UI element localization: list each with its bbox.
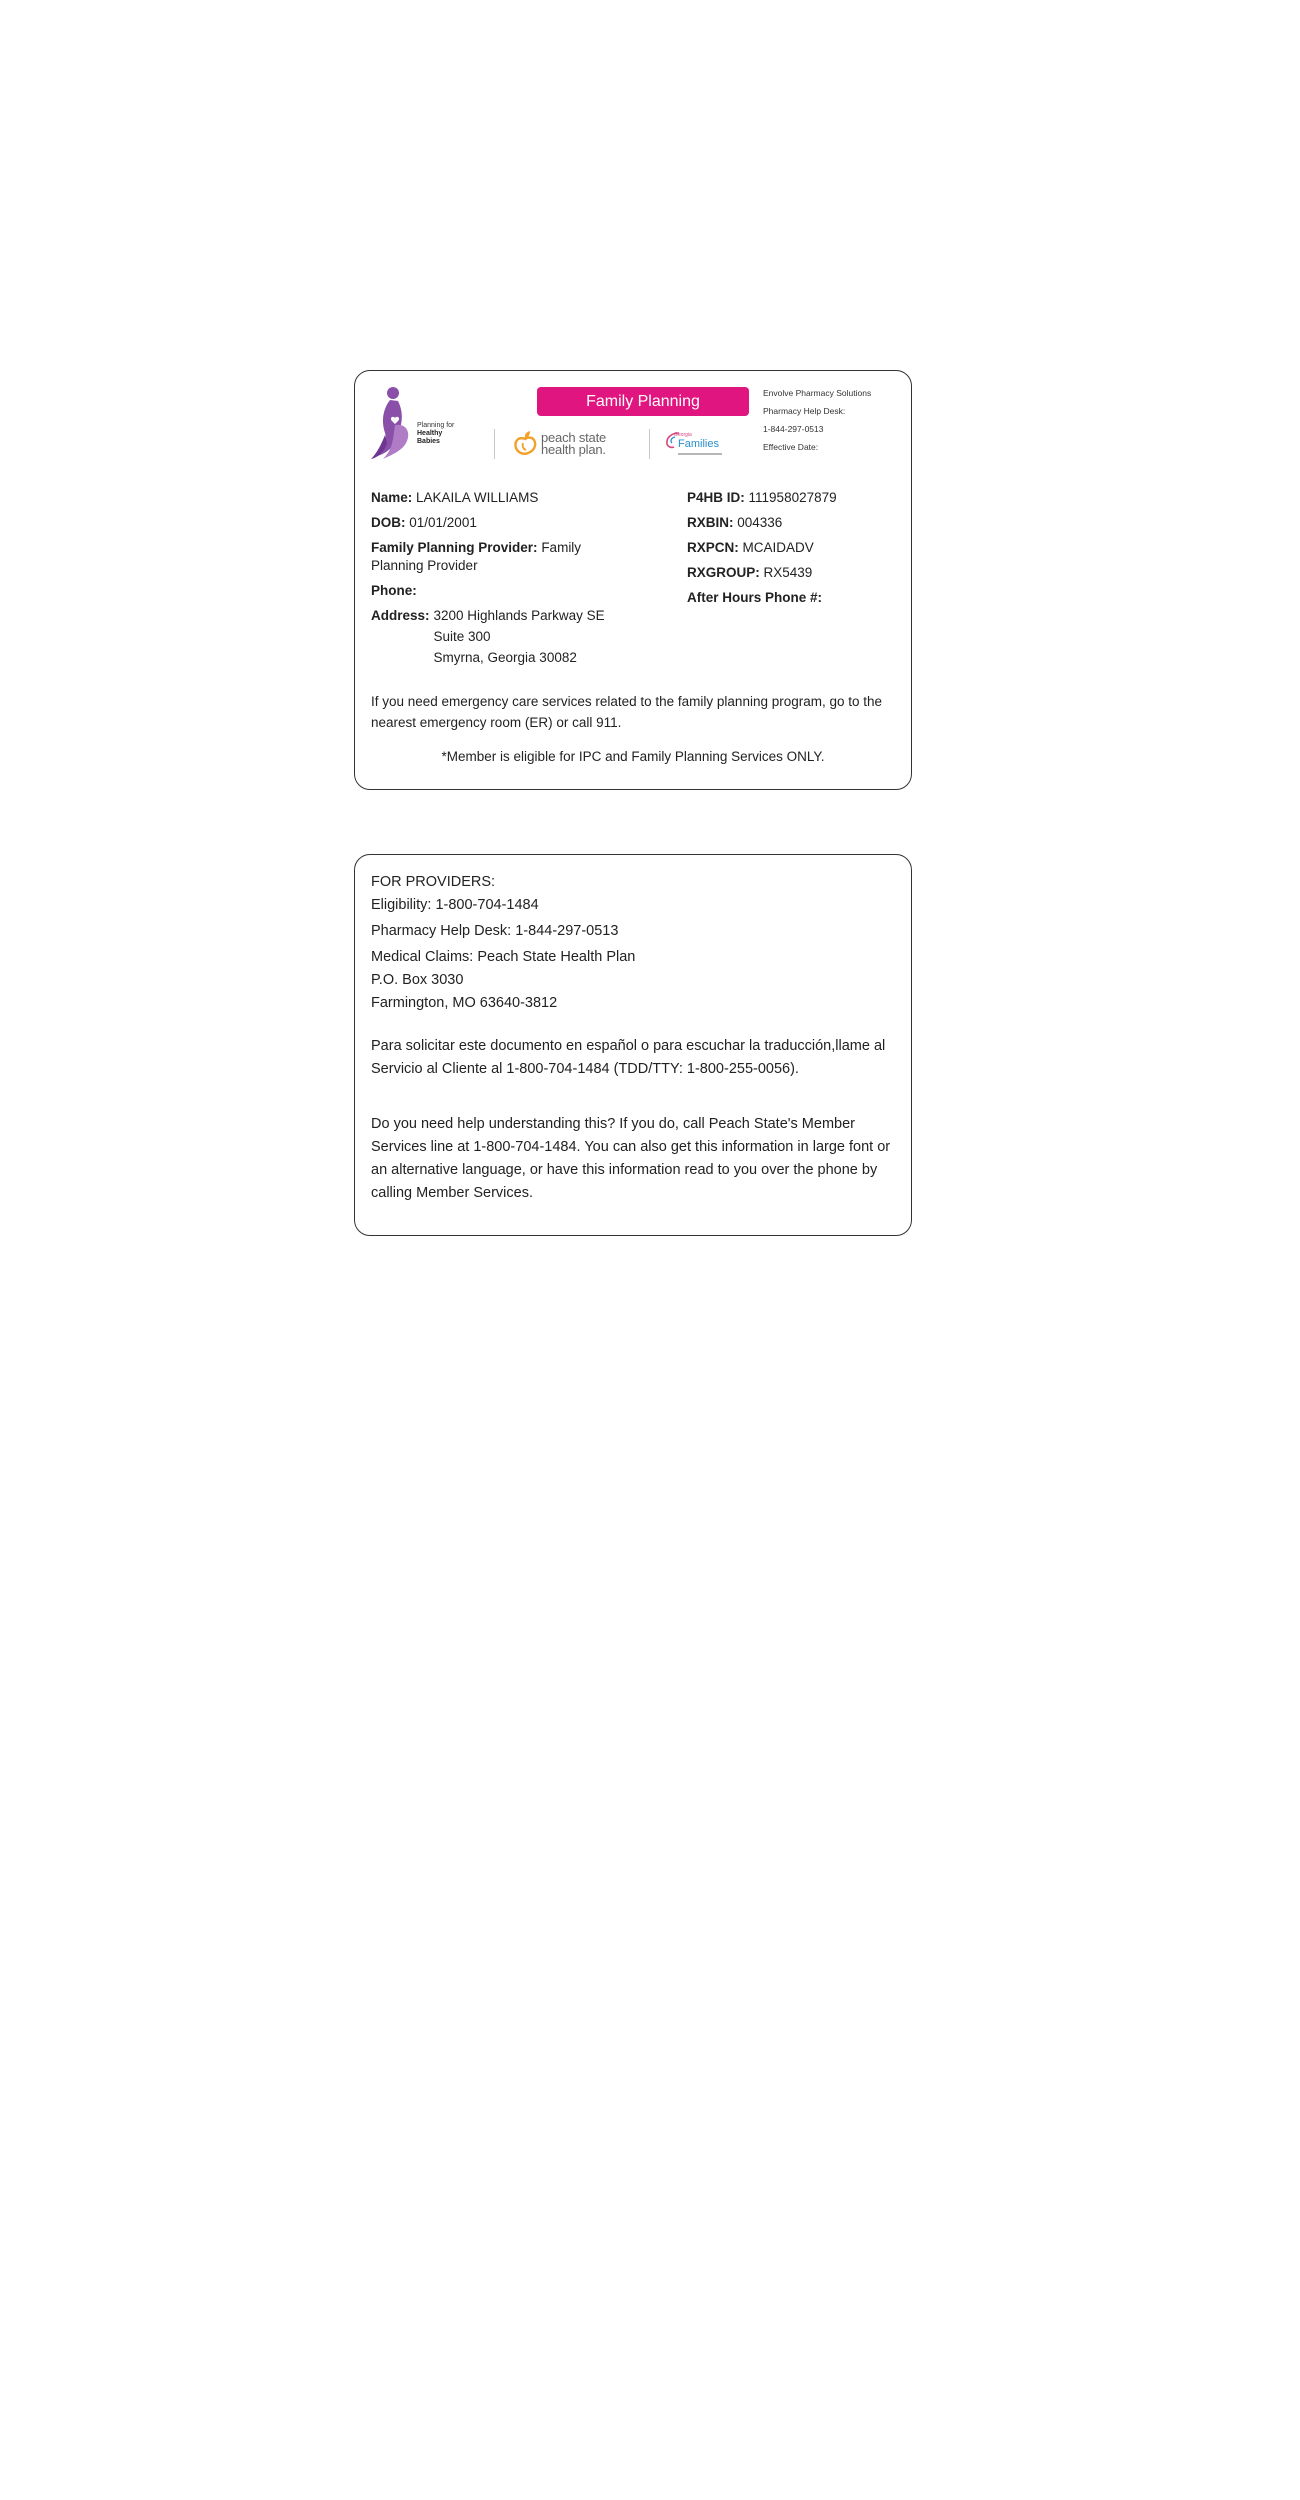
rxbin-label: RXBIN: xyxy=(687,515,734,530)
families-logo-main: Families xyxy=(678,438,719,450)
member-fields xyxy=(371,489,626,668)
address-line2: Suite 300 xyxy=(433,629,491,644)
pharmacy-info xyxy=(763,387,903,453)
rxpcn-row xyxy=(687,539,907,557)
medical-claims-line: Medical Claims: Peach State Health Plan xyxy=(371,949,636,965)
after-hours-label: After Hours Phone #: xyxy=(687,590,823,605)
pharmacy-help-label: Pharmacy Help Desk: xyxy=(763,406,846,416)
dob-row xyxy=(371,514,626,532)
planning-for-healthy-babies-logo xyxy=(371,385,461,461)
city-line: Farmington, MO 63640-3812 xyxy=(371,995,558,1011)
id-card-back xyxy=(354,854,912,1236)
name-value: LAKAILA WILLIAMS xyxy=(416,490,539,505)
eligibility-line: Eligibility: 1-800-704-1484 xyxy=(371,897,539,913)
provider-info xyxy=(371,871,899,1205)
p4hb-logo-text xyxy=(417,422,461,446)
help-notice: Do you need help understanding this? If you do, call Peach State's Member Services line at 1-800-704-1484. You can also get this information in large font or an alternative language, or have this information read to you over the phone by calling Member Services. xyxy=(371,1116,891,1201)
logo-divider xyxy=(649,429,650,459)
peach-state-health-plan-logo xyxy=(513,429,623,459)
rxbin-row xyxy=(687,514,907,532)
rxpcn-value: MCAIDADV xyxy=(742,540,814,555)
po-box-line: P.O. Box 3030 xyxy=(371,972,464,988)
families-logo-bar xyxy=(678,453,722,455)
pharmacy-help-line: Pharmacy Help Desk: 1-844-297-0513 xyxy=(371,923,619,939)
pharmacy-fields xyxy=(687,489,907,614)
rxbin-value: 004336 xyxy=(737,515,783,530)
mother-figure-icon xyxy=(371,385,417,461)
after-hours-row xyxy=(687,589,907,607)
rxgroup-label: RXGROUP: xyxy=(687,565,760,580)
georgia-families-logo xyxy=(665,431,729,461)
phone-row xyxy=(371,582,626,600)
logo-divider xyxy=(494,429,495,459)
address-label: Address: xyxy=(371,608,430,623)
address-row xyxy=(371,605,626,668)
p4hb-logo-line1: Planning for xyxy=(417,422,455,429)
name-row xyxy=(371,489,626,507)
eligibility-note: *Member is eligible for IPC and Family Planning Services ONLY. xyxy=(441,749,825,764)
provider-value: Family Planning Provider xyxy=(371,540,582,573)
peach-logo-line1: peach state xyxy=(541,430,607,445)
address-lines xyxy=(434,605,605,668)
rxgroup-row xyxy=(687,564,907,582)
family-planning-banner: Family Planning xyxy=(537,387,749,416)
address-line3: Smyrna, Georgia 30082 xyxy=(433,650,577,665)
peach-logo-text xyxy=(541,432,606,456)
rxgroup-value: RX5439 xyxy=(763,565,813,580)
p4hb-id-row xyxy=(687,489,907,507)
dob-label: DOB: xyxy=(371,515,406,530)
spanish-notice: Para solicitar este documento en español o para escuchar la traducción,llame al Servicio al Cliente al 1-800-704-1484 (TDD/TTY: 1-800-255-0056). xyxy=(371,1038,886,1077)
dob-value: 01/01/2001 xyxy=(409,515,477,530)
families-logo-top: Georgia xyxy=(674,432,692,438)
peach-logo-line2: health plan. xyxy=(541,442,606,457)
rxpcn-label: RXPCN: xyxy=(687,540,739,555)
p4hb-id-value: 111958027879 xyxy=(748,490,837,505)
p4hb-logo-line2: Healthy Babies xyxy=(417,430,443,445)
id-card-front xyxy=(354,370,912,790)
provider-label: Family Planning Provider: xyxy=(371,540,538,555)
address-line1: 3200 Highlands Parkway SE xyxy=(433,608,605,623)
name-label: Name: xyxy=(371,490,413,505)
phone-label: Phone: xyxy=(371,583,417,598)
for-providers-heading: FOR PROVIDERS: xyxy=(371,874,496,890)
effective-date-label: Effective Date: xyxy=(763,442,819,452)
pharmacy-help-phone: 1-844-297-0513 xyxy=(763,424,824,434)
peach-icon xyxy=(513,431,539,455)
p4hb-id-label: P4HB ID: xyxy=(687,490,745,505)
provider-row xyxy=(371,539,626,575)
pharmacy-name: Envolve Pharmacy Solutions xyxy=(763,388,872,398)
emergency-notice: If you need emergency care services related to the family planning program, go to the nearest emergency room (ER) or call 911. xyxy=(371,694,883,730)
